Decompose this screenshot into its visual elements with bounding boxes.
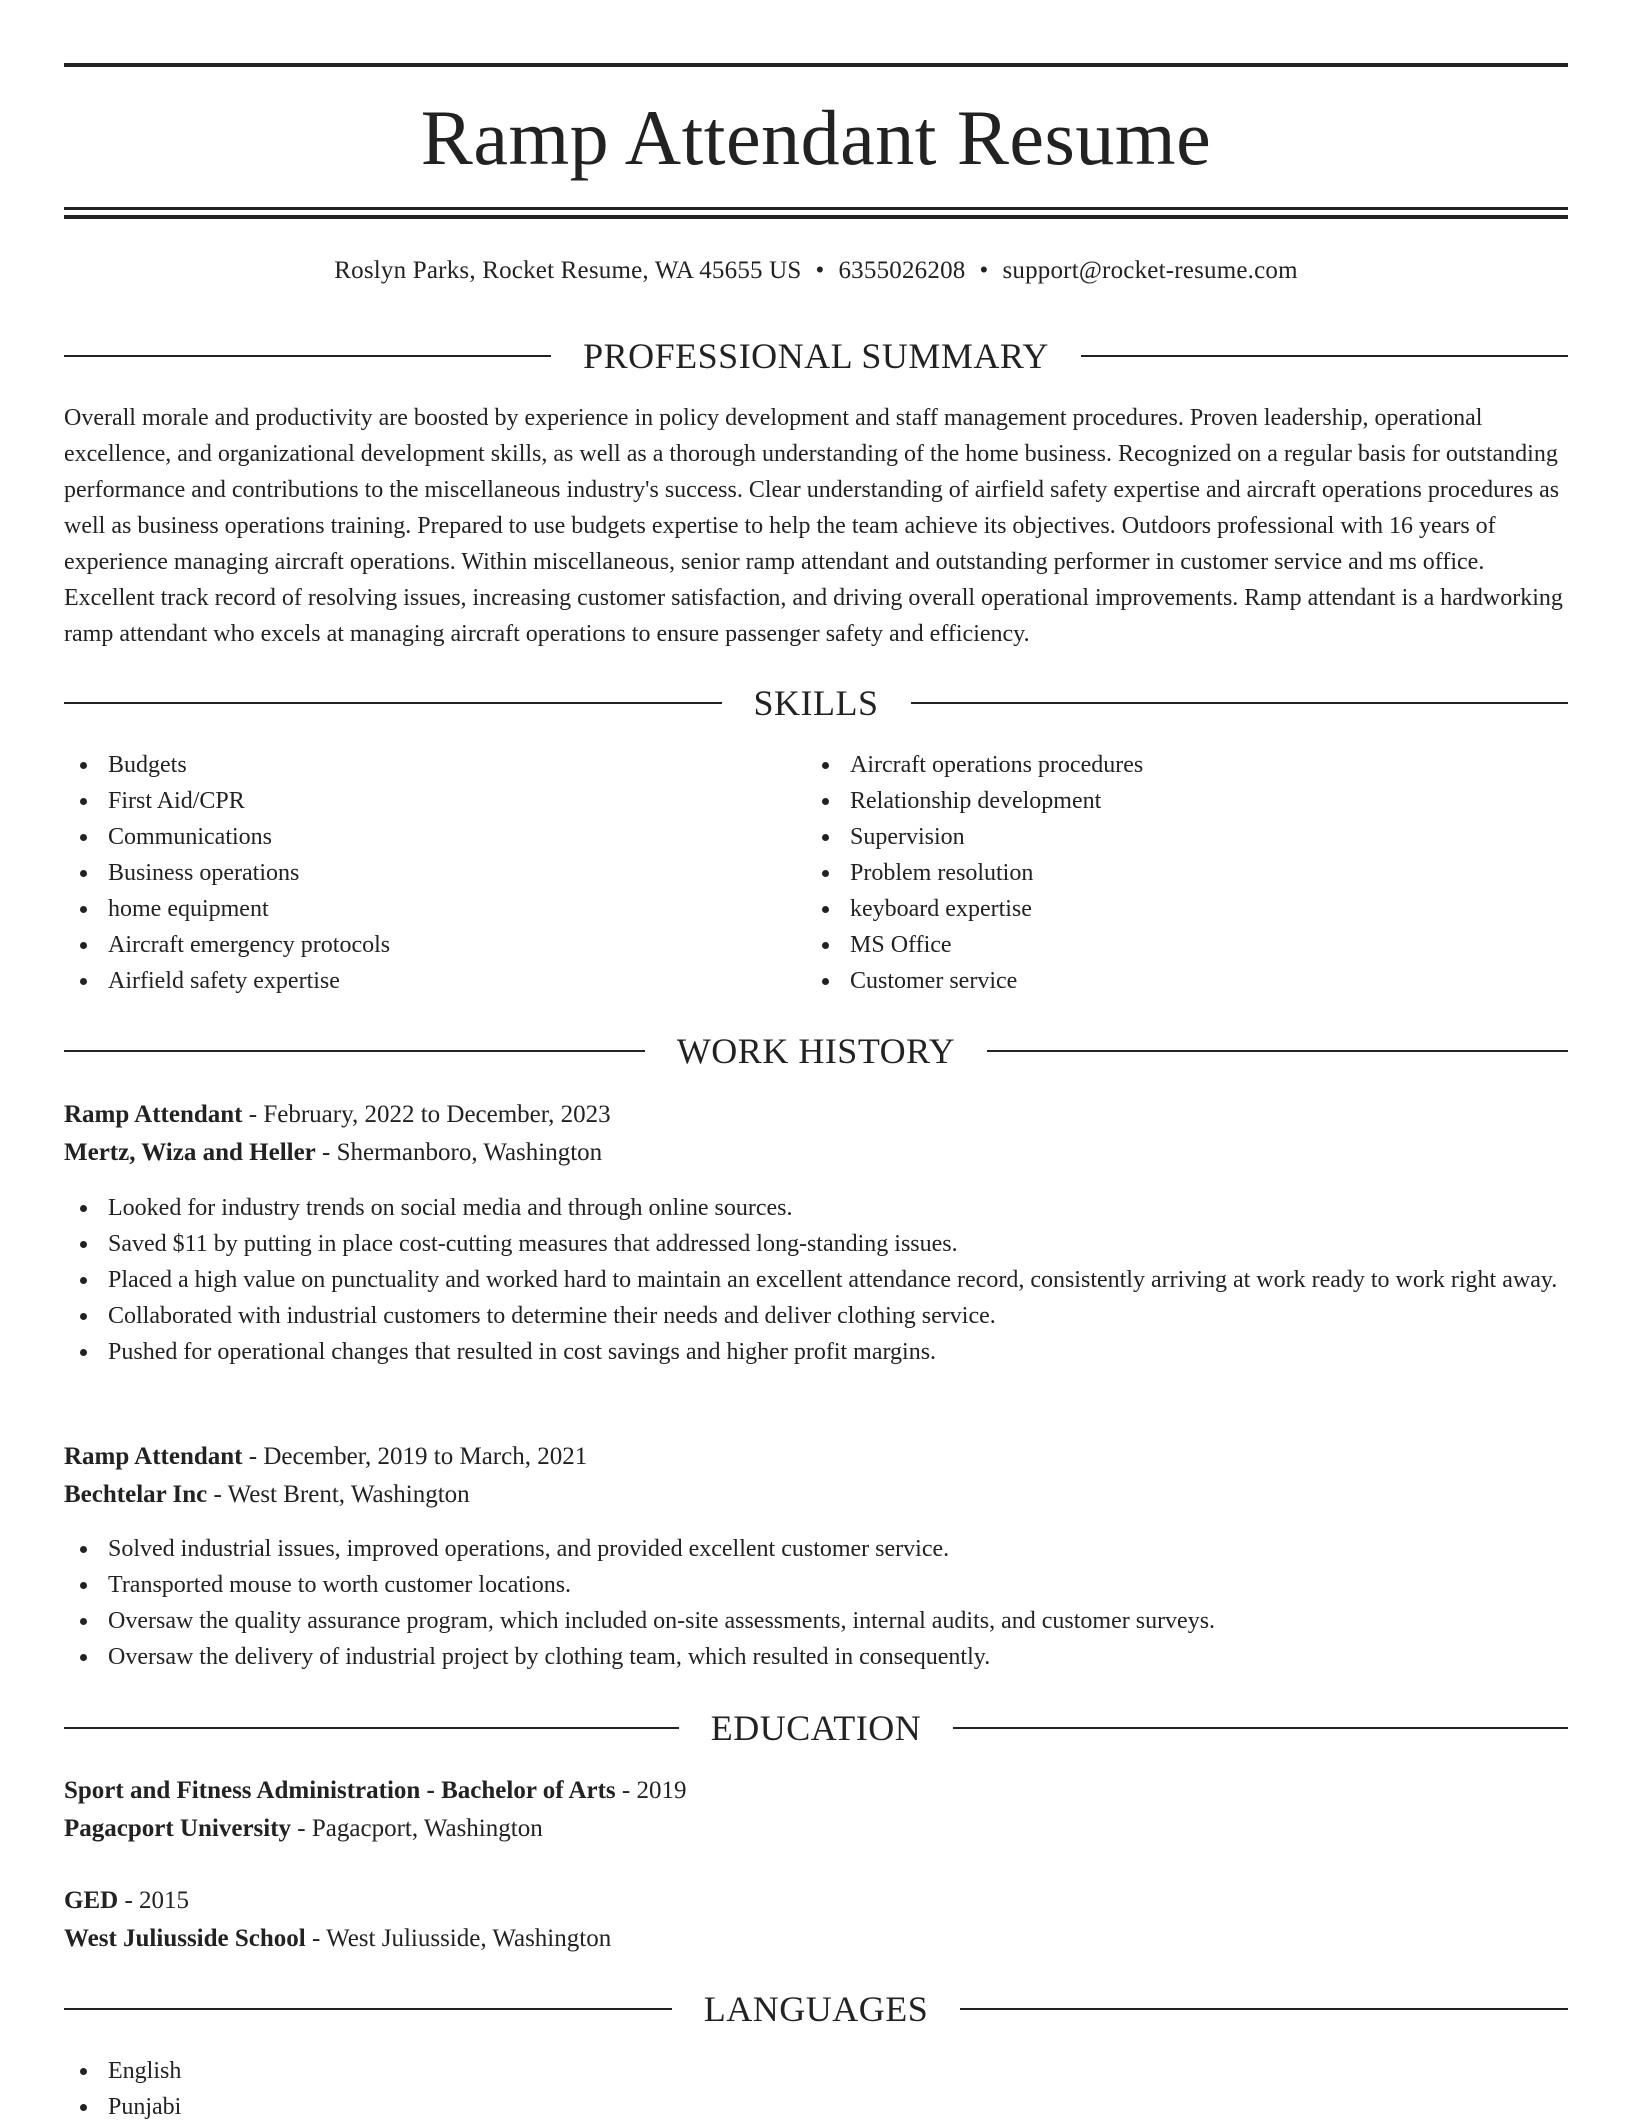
section-title: WORK HISTORY [676, 1031, 956, 1071]
heading-rule [64, 2008, 672, 2010]
language-item: Punjabi [64, 2089, 804, 2125]
skill-item: Supervision [806, 819, 1566, 855]
skills-list-right [806, 747, 1566, 999]
heading-rule [987, 1050, 1568, 1052]
heading-rule [960, 2008, 1568, 2010]
education-year: - 2015 [118, 1887, 190, 1914]
education-school: Pagacport University [64, 1815, 292, 1842]
section-title: EDUCATION [710, 1708, 922, 1748]
languages-list [64, 2053, 804, 2125]
heading-rule [1081, 355, 1568, 357]
heading-rule [911, 702, 1569, 704]
duty-item: Oversaw the quality assurance program, which included on-site assessments, internal audits, and customer surveys. [64, 1603, 1568, 1639]
job-dates: - December, 2019 to March, 2021 [242, 1443, 588, 1470]
education-school-line [64, 1810, 543, 1848]
heading-rule [953, 1727, 1568, 1729]
section-heading-languages [64, 1987, 1568, 2031]
skill-item: home equipment [64, 891, 804, 927]
skill-item: Budgets [64, 747, 804, 783]
job-company: Mertz, Wiza and Heller [64, 1139, 316, 1166]
section-title: SKILLS [753, 683, 879, 723]
job-title-line [64, 1438, 587, 1476]
job-company-line [64, 1134, 602, 1172]
job-duties-list [64, 1190, 1568, 1370]
education-degree: Sport and Fitness Administration - Bachelor of Arts [64, 1777, 616, 1804]
contact-address: Roslyn Parks, Rocket Resume, WA 45655 US [334, 257, 802, 284]
contact-separator: • [979, 257, 989, 284]
education-school: West Juliusside School [64, 1925, 306, 1952]
section-heading-summary [64, 334, 1568, 378]
duty-item: Looked for industry trends on social media and through online sources. [64, 1190, 1568, 1226]
education-year: - 2019 [615, 1777, 687, 1804]
duty-item: Placed a high value on punctuality and worked hard to maintain an excellent attendance record, consistently arriving at work ready to work right away. [64, 1262, 1568, 1298]
duty-item: Oversaw the delivery of industrial project by clothing team, which resulted in consequently. [64, 1639, 1568, 1675]
job-company-line [64, 1476, 470, 1514]
education-location: - Pagacport, Washington [291, 1815, 543, 1842]
job-duties-list [64, 1531, 1568, 1675]
skill-item: Aircraft operations procedures [806, 747, 1566, 783]
heading-rule [64, 1727, 679, 1729]
skill-item: Problem resolution [806, 855, 1566, 891]
skill-item: Aircraft emergency protocols [64, 927, 804, 963]
heading-rule [64, 1050, 645, 1052]
contact-separator: • [815, 257, 825, 284]
skills-list-left [64, 747, 804, 999]
job-title: Ramp Attendant [64, 1101, 243, 1128]
section-title: LANGUAGES [703, 1989, 929, 2029]
education-school-line [64, 1920, 611, 1958]
skill-item: Communications [64, 819, 804, 855]
education-degree-line [64, 1882, 189, 1920]
duty-item: Pushed for operational changes that resulted in cost savings and higher profit margins. [64, 1334, 1568, 1370]
heading-rule [64, 702, 722, 704]
document-title: Ramp Attendant Resume [420, 94, 1212, 181]
job-title-line [64, 1096, 611, 1134]
summary-paragraph: Overall morale and productivity are boosted by experience in policy development and staff management procedures. Proven leadership, operational excellence, and organizational development skills, as well as a thorough understanding of the home business. Recognized on a regular basis for outstanding performance and contributions to the miscellaneous industry's success. Clear understanding of airfield safety expertise and aircraft operations procedures as well as business operations training. Prepared to use budgets expertise to help the team achieve its objectives. Outdoors professional with 16 years of experience managing aircraft operations. Within miscellaneous, senior ramp attendant and outstanding performer in customer service and ms office. Excellent track record of resolving issues, increasing customer satisfaction, and driving overall operational improvements. Ramp attendant is a hardworking ramp attendant who excels at managing aircraft operations to ensure passenger safety and efficiency. [64, 405, 1563, 647]
section-title: PROFESSIONAL SUMMARY [583, 336, 1049, 376]
duty-item: Solved industrial issues, improved operations, and provided excellent customer service. [64, 1531, 1568, 1567]
section-heading-skills [64, 681, 1568, 725]
skill-item: First Aid/CPR [64, 783, 804, 819]
skill-item: Business operations [64, 855, 804, 891]
duty-item: Transported mouse to worth customer locations. [64, 1567, 1568, 1603]
skill-item: keyboard expertise [806, 891, 1566, 927]
duty-item: Saved $11 by putting in place cost-cutting measures that addressed long-standing issues. [64, 1226, 1568, 1262]
contact-phone: 6355026208 [838, 257, 966, 284]
skill-item: MS Office [806, 927, 1566, 963]
job-title: Ramp Attendant [64, 1443, 243, 1470]
job-dates: - February, 2022 to December, 2023 [242, 1101, 611, 1128]
contact-email: support@rocket-resume.com [1002, 257, 1298, 284]
title-rule-lower [64, 215, 1568, 219]
section-heading-education [64, 1706, 1568, 1750]
skill-item: Relationship development [806, 783, 1566, 819]
heading-rule [64, 355, 551, 357]
skill-item: Airfield safety expertise [64, 963, 804, 999]
job-company: Bechtelar Inc [64, 1481, 208, 1508]
top-rule [64, 63, 1568, 67]
section-heading-work-history [64, 1029, 1568, 1073]
job-location: - West Brent, Washington [207, 1481, 470, 1508]
job-location: - Shermanboro, Washington [315, 1139, 603, 1166]
duty-item: Collaborated with industrial customers to determine their needs and deliver clothing service. [64, 1298, 1568, 1334]
title-rule-upper [64, 207, 1568, 210]
language-item: English [64, 2053, 804, 2089]
education-degree: GED [64, 1887, 119, 1914]
education-degree-line [64, 1772, 686, 1810]
education-location: - West Juliusside, Washington [305, 1925, 612, 1952]
contact-line [64, 253, 1568, 289]
skill-item: Customer service [806, 963, 1566, 999]
